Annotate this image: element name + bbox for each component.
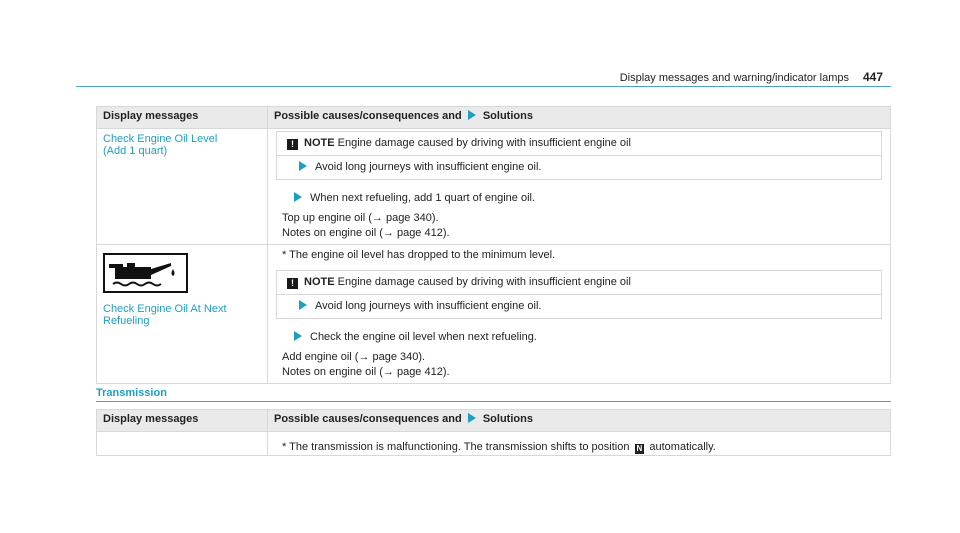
section-rule <box>96 401 891 402</box>
note-action-text: Avoid long journeys with insufficient engine oil. <box>315 300 542 312</box>
solution-cell <box>268 432 891 456</box>
note-action-row <box>277 155 881 179</box>
play-arrow-icon <box>468 413 476 423</box>
table-row <box>97 245 891 384</box>
solution-cell <box>268 129 891 245</box>
warning-exclamation-icon: ! <box>287 278 298 289</box>
gear-n-symbol: N <box>636 444 643 453</box>
play-arrow-icon <box>294 192 302 202</box>
solution-cell <box>268 245 891 384</box>
engine-oil-icon <box>103 253 188 293</box>
column-header-causes-label: Possible causes/consequences and <box>274 413 462 425</box>
note-box <box>276 131 882 180</box>
message-cell <box>97 245 268 384</box>
table-row <box>97 129 891 245</box>
note-text: Engine damage caused by driving with insufficient engine oil <box>337 276 631 288</box>
warning-exclamation-icon: ! <box>287 139 298 150</box>
note-action-text: Avoid long journeys with insufficient engine oil. <box>315 161 542 173</box>
cause-text: * The engine oil level has dropped to the minimum level. <box>282 249 556 261</box>
section-title-transmission: Transmission <box>96 387 167 399</box>
cause-text: * The transmission is malfunctioning. The transmission shifts to position <box>282 441 630 453</box>
play-arrow-icon <box>294 331 302 341</box>
column-header-causes-label: Possible causes/consequences and <box>274 110 462 122</box>
column-header-display-messages: Display messages <box>97 410 268 432</box>
note-label: NOTE <box>304 276 335 288</box>
reference-link-1[interactable]: Add engine oil (→ page 340). <box>282 351 426 363</box>
page-number: 447 <box>862 70 883 84</box>
transmission-messages-table <box>96 409 891 456</box>
message-cell <box>97 129 268 245</box>
reference-link-2[interactable]: Notes on engine oil (→ page 412). <box>282 227 450 239</box>
column-header-solutions-label: Solutions <box>482 110 533 122</box>
action-text: When next refueling, add 1 quart of engine oil. <box>310 192 536 204</box>
play-arrow-icon <box>299 161 307 171</box>
oil-can-symbol <box>105 255 186 291</box>
table-row <box>97 432 891 456</box>
column-header-solutions-label: Solutions <box>482 413 533 425</box>
column-header-display-messages: Display messages <box>97 107 268 129</box>
note-warning <box>277 271 881 294</box>
column-header-solutions <box>268 410 891 432</box>
play-arrow-icon <box>468 110 476 120</box>
note-warning <box>277 132 881 155</box>
column-header-solutions <box>268 107 891 129</box>
header-rule <box>76 86 891 87</box>
table-header-row <box>97 410 891 432</box>
cause-text-end: automatically. <box>649 441 716 453</box>
message-text-line2: (Add 1 quart) <box>103 145 168 157</box>
running-header-title: Display messages and warning/indicator lamps <box>619 72 849 84</box>
note-action-row <box>277 294 881 318</box>
message-text-line1: Check Engine Oil Level <box>103 133 218 145</box>
message-text-line1: Check Engine Oil At Next <box>103 303 227 315</box>
table-header-row <box>97 107 891 129</box>
action-text: Check the engine oil level when next refueling. <box>310 331 537 343</box>
note-label: NOTE <box>304 137 335 149</box>
note-text: Engine damage caused by driving with insufficient engine oil <box>337 137 631 149</box>
action-step <box>282 331 890 344</box>
reference-link-2[interactable]: Notes on engine oil (→ page 412). <box>282 366 450 378</box>
reference-link-1[interactable]: Top up engine oil (→ page 340). <box>282 212 439 224</box>
message-cell <box>97 432 268 456</box>
note-box <box>276 270 882 319</box>
engine-oil-messages-table <box>96 106 891 384</box>
action-step <box>282 192 890 205</box>
play-arrow-icon <box>299 300 307 310</box>
message-text-line2: Refueling <box>103 315 150 327</box>
